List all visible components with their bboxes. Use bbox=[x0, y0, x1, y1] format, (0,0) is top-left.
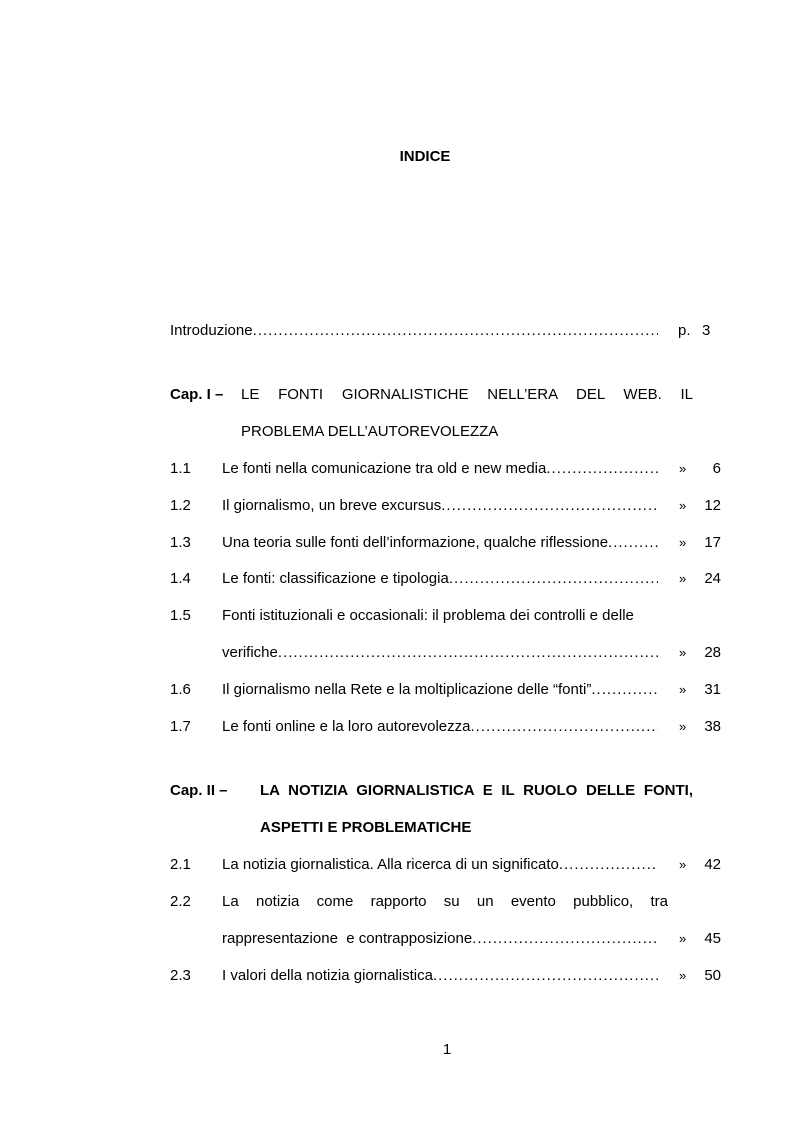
dot-leader bbox=[433, 967, 658, 984]
section-title: Il giornalismo nella Rete e la moltiplicazione delle “fonti” bbox=[222, 681, 592, 698]
page-marker: » bbox=[679, 645, 687, 660]
chapter-title-line: LE FONTI GIORNALISTICHE NELL’ERA DEL WEB. IL bbox=[241, 386, 693, 403]
page-marker: » bbox=[679, 461, 687, 476]
section-title: Le fonti: classificazione e tipologia bbox=[222, 570, 449, 587]
toc-entry-label: Introduzione bbox=[170, 322, 253, 339]
page-number-ref: 50 bbox=[704, 967, 721, 984]
dot-leader bbox=[546, 460, 658, 477]
section-title: rappresentazione e contrapposizione bbox=[222, 930, 473, 947]
toc-entry-introduzione bbox=[170, 322, 658, 339]
page-marker: » bbox=[679, 535, 687, 550]
page-marker: » bbox=[679, 968, 687, 983]
section-title: verifiche bbox=[222, 644, 278, 661]
chapter-label: Cap. II – bbox=[170, 782, 228, 799]
section-title-line: Fonti istituzionali e occasionali: il problema dei controlli e delle bbox=[222, 607, 634, 624]
dot-leader bbox=[608, 534, 658, 551]
section-title: I valori della notizia giornalistica bbox=[222, 967, 433, 984]
section-title: Le fonti online e la loro autorevolezza bbox=[222, 718, 471, 735]
dot-leader bbox=[472, 930, 658, 947]
chapter-title-line: ASPETTI E PROBLEMATICHE bbox=[260, 819, 472, 836]
page-number-ref: 42 bbox=[704, 856, 721, 873]
section-number: 1.3 bbox=[170, 534, 191, 551]
page-number-ref: 17 bbox=[704, 534, 721, 551]
toc-entry bbox=[222, 681, 658, 698]
page-number-ref: 6 bbox=[712, 460, 721, 477]
dot-leader bbox=[471, 718, 659, 735]
section-title: Le fonti nella comunicazione tra old e new media bbox=[222, 460, 547, 477]
dot-leader bbox=[441, 497, 658, 514]
toc-entry bbox=[222, 644, 658, 661]
toc-entry bbox=[222, 718, 658, 735]
toc-entry bbox=[222, 930, 658, 947]
section-title-line: La notizia come rapporto su un evento pubblico, tra bbox=[222, 893, 668, 910]
page-number-ref: 24 bbox=[704, 570, 721, 587]
toc-entry bbox=[222, 570, 658, 587]
chapter-label: Cap. I – bbox=[170, 386, 224, 403]
toc-entry bbox=[222, 967, 658, 984]
section-number: 1.1 bbox=[170, 460, 191, 477]
page-marker: » bbox=[679, 719, 687, 734]
dot-leader bbox=[253, 322, 658, 339]
page-number-ref: 31 bbox=[704, 681, 721, 698]
section-number: 2.1 bbox=[170, 856, 191, 873]
section-title: Una teoria sulle fonti dell’informazione, qualche riflessione bbox=[222, 534, 609, 551]
page-number-ref: 38 bbox=[704, 718, 721, 735]
page-marker: p. bbox=[678, 322, 691, 339]
page-number-ref: 12 bbox=[704, 497, 721, 514]
page-number: 1 bbox=[442, 1041, 452, 1058]
page-marker: » bbox=[679, 931, 687, 946]
chapter-title-line: LA NOTIZIA GIORNALISTICA E IL RUOLO DELLE FONTI, bbox=[260, 782, 693, 799]
page-marker: » bbox=[679, 682, 687, 697]
page-number-ref: 45 bbox=[704, 930, 721, 947]
section-title: La notizia giornalistica. Alla ricerca di un significato bbox=[222, 856, 559, 873]
section-number: 1.7 bbox=[170, 718, 191, 735]
section-title: Il giornalismo, un breve excursus bbox=[222, 497, 442, 514]
section-number: 2.2 bbox=[170, 893, 191, 910]
toc-entry bbox=[222, 856, 658, 873]
dot-leader bbox=[278, 644, 658, 661]
page-marker: » bbox=[679, 857, 687, 872]
toc-entry bbox=[222, 497, 658, 514]
chapter-title-line: PROBLEMA DELL’AUTOREVOLEZZA bbox=[241, 423, 499, 440]
section-number: 2.3 bbox=[170, 967, 191, 984]
toc-entry bbox=[222, 534, 658, 551]
page-marker: » bbox=[679, 498, 687, 513]
page-title: INDICE bbox=[399, 148, 451, 165]
section-number: 1.5 bbox=[170, 607, 191, 624]
page-marker: » bbox=[679, 571, 687, 586]
page-number-ref: 28 bbox=[704, 644, 721, 661]
section-number: 1.2 bbox=[170, 497, 191, 514]
dot-leader bbox=[449, 570, 658, 587]
toc-entry bbox=[222, 460, 658, 477]
page-number-ref: 3 bbox=[702, 322, 711, 339]
section-number: 1.6 bbox=[170, 681, 191, 698]
dot-leader bbox=[559, 856, 658, 873]
dot-leader bbox=[591, 681, 658, 698]
section-number: 1.4 bbox=[170, 570, 191, 587]
